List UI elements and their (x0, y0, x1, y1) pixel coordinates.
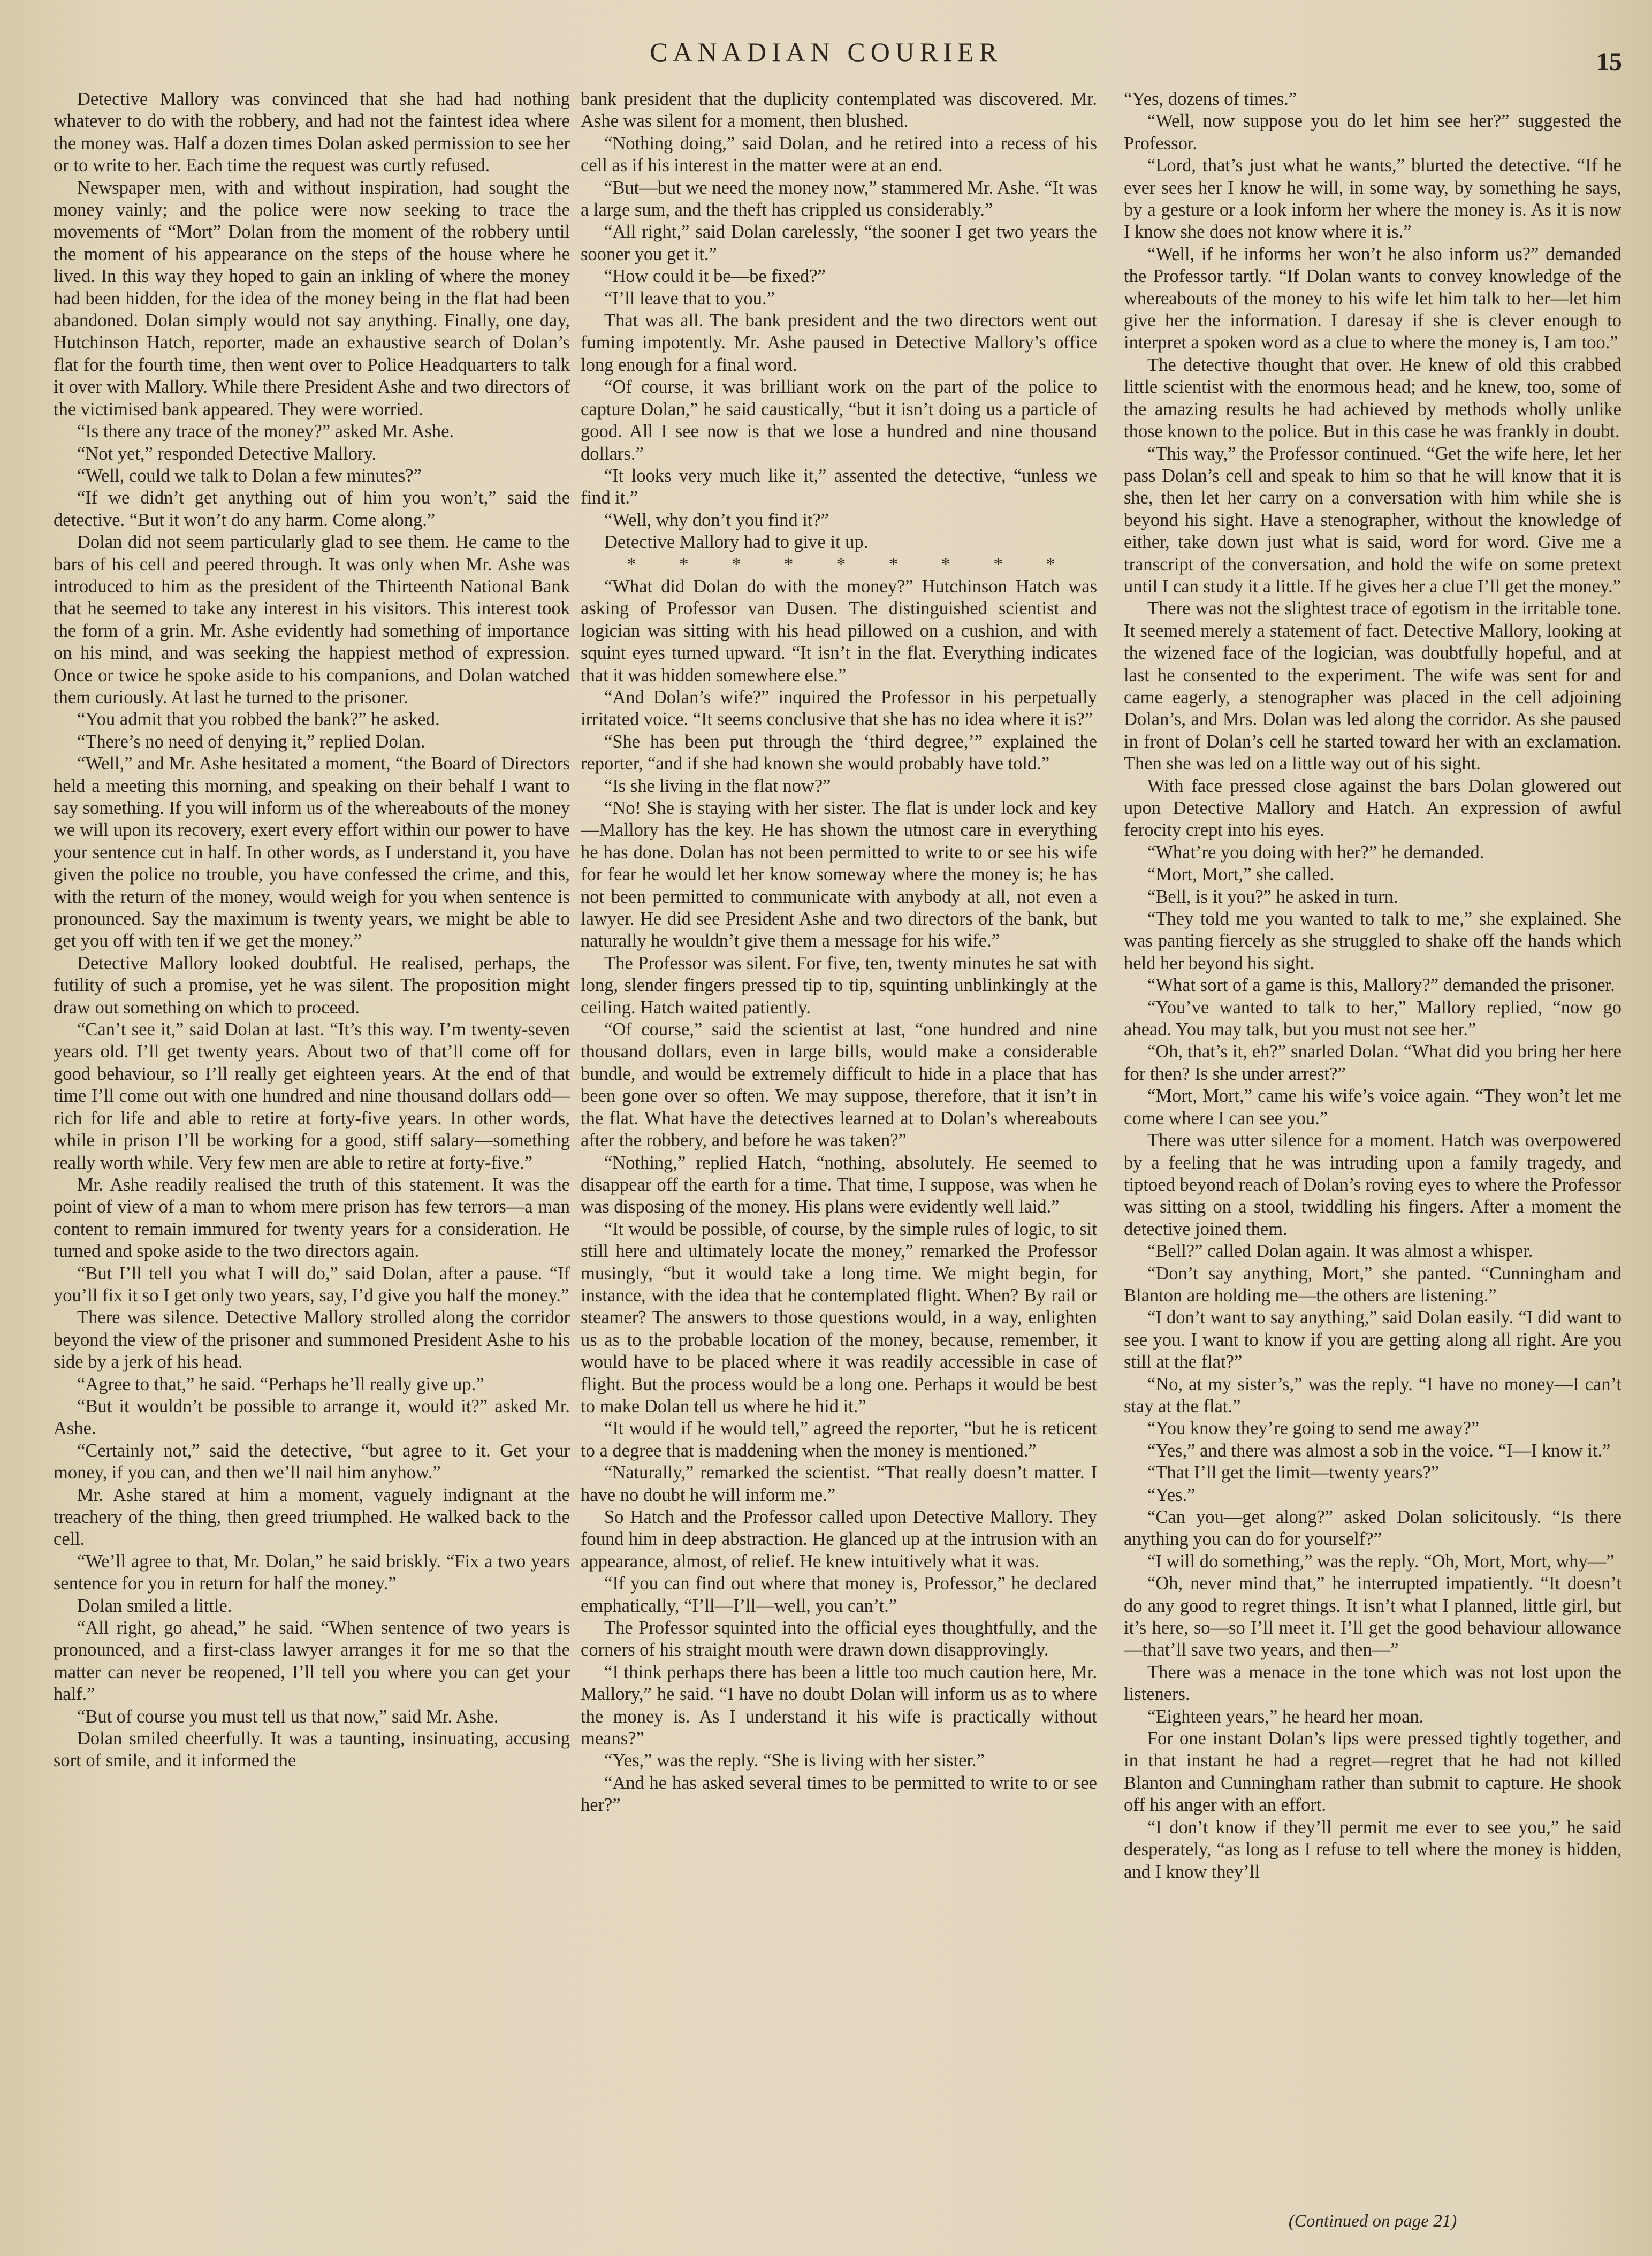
paragraph: “Of course, it was brilliant work on the part of the police to capture Dolan,” he said caustically, “but it isn’t doing us a particle of good. All I see now is that we lose a hundred and nine thousand dollars.” (581, 377, 1097, 464)
paragraph: “If we didn’t get anything out of him you won’t,” said the detective. “But it won’t do any harm. Come along.” (54, 487, 570, 530)
paragraph: “But of course you must tell us that now,” said Mr. Ashe. (77, 1706, 499, 1727)
paragraph: “It would be possible, of course, by the simple rules of logic, to sit still here and ultimately locate the money,” remarked the Professor musingly, “but it would take a long time. We might begin, for instance, with the idea that he contemplated flight. When? By rail or steamer? The answers to those questions would, in a way, enlighten us as to the probable location of the money, because, remember, it would have to be placed where it was readily accessible in case of flight. But the process would be a long one. Perhaps it would be best to make Dolan tell us where he hid it.” (581, 1218, 1097, 1416)
paragraph: Detective Mallory was convinced that she had had nothing whatever to do with the robbery, and had not the faintest idea where the money was. Half a dozen times Dolan asked permission to see her or to write to her. Each time the request was curtly refused. (54, 89, 570, 176)
text-column-1 (54, 88, 570, 2207)
text-column-3 (1124, 88, 1621, 2207)
paragraph: “I think perhaps there has been a little too much caution here, Mr. Mallory,” he said. “I have no doubt Dolan will inform us as to where the money is. As I understand it his wife is practically without means?” (581, 1661, 1097, 1749)
paragraph: “What’re you doing with her?” he demanded. (1147, 842, 1484, 863)
paragraph: Detective Mallory looked doubtful. He realised, perhaps, the futility of such a promise, yet he was silent. The proposition might draw out something on which to proceed. (54, 952, 570, 1018)
paragraph: “And Dolan’s wife?” inquired the Professor in his perpetually irritated voice. “It seems conclusive that she has no idea where it is?” (581, 687, 1097, 730)
paragraph: “Well, could we talk to Dolan a few minutes?” (77, 465, 422, 486)
paragraph: For one instant Dolan’s lips were pressed tightly together, and in that instant he had a regret—regret that he had not killed Blanton and Cunningham rather than submit to capture. He shook off his anger with an effort. (1124, 1728, 1621, 1816)
paragraph: Detective Mallory had to give it up. (604, 532, 869, 553)
paragraph: Dolan smiled cheerfully. It was a taunting, insinuating, accusing sort of smile, and it informed the (54, 1728, 570, 1771)
paragraph: Dolan did not seem particularly glad to see them. He came to the bars of his cell and peered through. It was only when Mr. Ashe was introduced to him as the president of the Thirteenth National Bank that he seemed to take any interest in his visitors. This interest took the form of a grin. Mr. Ashe evidently had something of importance on his mind, and was seeking the happiest method of expression. Once or twice he spoke aside to his companions, and Dolan watched them curiously. At last he turned to the prisoner. (54, 532, 570, 707)
paragraph: “Nothing doing,” said Dolan, and he retired into a recess of his cell as if his interest in the matter were at an end. (581, 133, 1097, 176)
page-number: 15 (1596, 48, 1622, 76)
paragraph: “But—but we need the money now,” stammered Mr. Ashe. “It was a large sum, and the theft has crippled us considerably.” (581, 177, 1097, 220)
paragraph: “Of course,” said the scientist at last, “one hundred and nine thousand dollars, even in large bills, would make a considerable bundle, and would be extremely difficult to hide in a place that has been gone over so often. We may suppose, therefore, that it isn’t in the flat. What have the detectives learned at to Dolan’s whereabouts after the robbery, and before he was taken?” (581, 1019, 1097, 1151)
paragraph: “I don’t know if they’ll permit me ever to see you,” he said desperately, “as long as I refuse to tell where the money is hidden, and I know they’ll (1124, 1817, 1621, 1882)
paragraph: “Bell, is it you?” he asked in turn. (1147, 886, 1398, 907)
paragraph: “You know they’re going to send me away?” (1147, 1418, 1480, 1439)
paragraph: “They told me you wanted to talk to me,” she explained. She was panting fiercely as she struggled to shake off the hands which held her beyond his sight. (1124, 909, 1621, 973)
paragraph: Mr. Ashe readily realised the truth of this statement. It was the point of view of a man to whom mere prison has few terrors—a man content to remain immured for twenty years for a consideration. He turned and spoke aside to the two directors again. (54, 1174, 570, 1262)
paragraph: “We’ll agree to that, Mr. Dolan,” he said briskly. “Fix a two years sentence for you in return for half the money.” (54, 1551, 570, 1594)
text-column-2 (581, 88, 1097, 2207)
paragraph: “What sort of a game is this, Mallory?” demanded the prisoner. (1147, 975, 1615, 996)
paragraph: “Is she living in the flat now?” (604, 775, 831, 796)
paragraph: “If you can find out where that money is, Professor,” he declared emphatically, “I’ll—I’ll—well, you can’t.” (581, 1573, 1097, 1616)
paragraph: “There’s no need of denying it,” replied Dolan. (77, 731, 425, 752)
paragraph: “Oh, never mind that,” he interrupted impatiently. “It doesn’t do any good to regret things. It isn’t what I planned, little girl, but it’s here, so—so I’ll meet it. I’ll get the good behaviour allowance—that’ll save two years, and then—” (1124, 1573, 1621, 1660)
paragraph: “It looks very much like it,” assented the detective, “unless we find it.” (581, 465, 1097, 508)
paragraph: “She has been put through the ‘third degree,’” explained the reporter, “and if she had known she would probably have told.” (581, 731, 1097, 774)
paragraph: “I’ll leave that to you.” (604, 288, 775, 309)
paragraph: “I will do something,” was the reply. “Oh, Mort, Mort, why—” (1147, 1551, 1615, 1572)
paragraph: “You admit that you robbed the bank?” he asked. (77, 709, 440, 730)
paragraph: Newspaper men, with and without inspiration, had sought the money vainly; and the police were now seeking to trace the movements of “Mort” Dolan from the moment of the robbery until the moment of his appearance on the steps of the house where he lived. In this way they hoped to gain an inkling of where the money had been hidden, for the idea of the money being in the flat had been abandoned. Dolan simply would not say anything. Finally, one day, Hutchinson Hatch, reporter, made an exhaustive search of Dolan’s flat for the fourth time, then went over to Police Headquarters to talk it over with Mallory. While there President Ashe and two directors of the victimised bank appeared. They were worried. (54, 177, 570, 420)
paragraph: So Hatch and the Professor called upon Detective Mallory. They found him in deep abstraction. He glanced up at the intrusion with an appearance, almost, of relief. He knew intuitively what it was. (581, 1507, 1097, 1572)
paragraph: “Eighteen years,” he heard her moan. (1147, 1706, 1424, 1727)
paragraph: There was a menace in the tone which was not lost upon the listeners. (1124, 1661, 1621, 1705)
paragraph: Dolan smiled a little. (77, 1595, 232, 1616)
paragraph: “Yes, dozens of times.” (1124, 89, 1297, 109)
paragraph: “Well, if he informs her won’t he also inform us?” demanded the Professor tartly. “If Dolan wants to convey knowledge of the whereabouts of the money to his wife let him talk to her—let him give her the information. I daresay if she is clever enough to interpret a spoken word as a clue to where the money is, I am too.” (1124, 243, 1621, 353)
paragraph: “No! She is staying with her sister. The flat is under lock and key—Mallory has the key. He has shown the utmost care in everything he has done. Dolan has not been permitted to write to or see his wife for fear he would let her know someway where the money is; he has not been permitted to communicate with anybody at all, not even a lawyer. He did see President Ashe and two directors of the bank, but naturally he wouldn’t give them a message for his wife.” (581, 798, 1097, 951)
paragraph: “Not yet,” responded Detective Mallory. (77, 443, 377, 464)
paragraph: “All right, go ahead,” he said. “When sentence of two years is pronounced, and a first-class lawyer arranges it for me so that the matter can never be reopened, I’ll tell you where you can get your half.” (54, 1618, 570, 1705)
paragraph: “Well, now suppose you do let him see her?” suggested the Professor. (1124, 111, 1621, 154)
paragraph: There was not the slightest trace of egotism in the irritable tone. It seemed merely a statement of fact. Detective Mallory, looking at the wizened face of the logician, was doubtfully hopeful, and at last he consented to the experiment. The wife was sent for and came eagerly, a stenographer was placed in the cell adjoining Dolan’s, and Mrs. Dolan was led along the corridor. As she paused in front of Dolan’s cell he started toward her with an exclamation. Then she was led on a little way out of his sight. (1124, 598, 1621, 774)
paragraph: “Bell?” called Dolan again. It was almost a whisper. (1147, 1241, 1533, 1262)
paragraph: “Nothing,” replied Hatch, “nothing, absolutely. He seemed to disappear off the earth for a time. That time, I suppose, was when he was disposing of the money. His plans were evidently well laid.” (581, 1152, 1097, 1217)
section-break: * * * * * * * * * (627, 554, 1075, 575)
paragraph: “Mort, Mort,” came his wife’s voice again. “They won’t let me come where I can see you.” (1124, 1086, 1621, 1129)
paragraph: “Can you—get along?” asked Dolan solicitously. “Is there anything you can do for yourself?” (1124, 1507, 1621, 1550)
paragraph: “I don’t want to say anything,” said Dolan easily. “I did want to see you. I want to know if you are getting along all right. Are you still at the flat?” (1124, 1307, 1621, 1373)
paragraph: There was silence. Detective Mallory strolled along the corridor beyond the view of the prisoner and summoned President Ashe to his side by a jerk of his head. (54, 1307, 570, 1373)
paragraph: “Agree to that,” he said. “Perhaps he’ll really give up.” (77, 1374, 484, 1394)
paragraph: “Can’t see it,” said Dolan at last. “It’s this way. I’m twenty-seven years old. I’ll get twenty years. About two of that’ll come off for good behaviour, so I’ll really get eighteen years. At the end of that time I’ll come out with one hundred and nine thousand dollars odd—rich for life and able to retire at forty-five years. In other words, while in prison I’ll be working for a good, stiff salary—something really worth while. Very few men are able to retire at forty-five.” (54, 1019, 570, 1173)
paragraph: “Yes,” was the reply. “She is living with her sister.” (604, 1750, 985, 1771)
paragraph: “Don’t say anything, Mort,” she panted. “Cunningham and Blanton are holding me—the others are listening.” (1124, 1263, 1621, 1306)
paragraph: “Well, why don’t you find it?” (604, 509, 829, 530)
paragraph: “Naturally,” remarked the scientist. “That really doesn’t matter. I have no doubt he will inform me.” (581, 1462, 1097, 1505)
paragraph: “Yes.” (1147, 1484, 1196, 1505)
paragraph: bank president that the duplicity contemplated was discovered. Mr. Ashe was silent for a moment, then blushed. (581, 89, 1097, 132)
paragraph: Mr. Ashe stared at him a moment, vaguely indignant at the treachery of the thing, then greed triumphed. He walked back to the cell. (54, 1484, 570, 1550)
paragraph: “But I’ll tell you what I will do,” said Dolan, after a pause. “If you’ll fix it so I get only two years, say, I’d give you half the money.” (54, 1263, 570, 1306)
paragraph: With face pressed close against the bars Dolan glowered out upon Detective Mallory and Hatch. An expression of awful ferocity crept into his eyes. (1124, 775, 1621, 841)
paragraph: “No, at my sister’s,” was the reply. “I have no money—I can’t stay at the flat.” (1124, 1374, 1621, 1416)
paragraph: “This way,” the Professor continued. “Get the wife here, let her pass Dolan’s cell and speak to him so that he will know that it is she, then let her carry on a conversation with him while she is beyond his sight. Have a stenographer, without the knowledge of either, take down just what is said, word for word. Give me a transcript of the conversation, and hold the wife on some pretext until I can study it a little. If he gives her a clue I’ll get the money.” (1124, 443, 1621, 597)
paragraph: “But it wouldn’t be possible to arrange it, would it?” asked Mr. Ashe. (54, 1396, 570, 1439)
paragraph: “You’ve wanted to talk to her,” Mallory replied, “now go ahead. You may talk, but you must not see her.” (1124, 997, 1621, 1040)
paragraph: “That I’ll get the limit—twenty years?” (1147, 1462, 1440, 1483)
paragraph: “How could it be—be fixed?” (604, 266, 826, 287)
paragraph: “All right,” said Dolan carelessly, “the sooner I get two years the sooner you get it.” (581, 222, 1097, 264)
paragraph: “Well,” and Mr. Ashe hesitated a moment, “the Board of Directors held a meeting this morning, and speaking on their behalf I want to say something. If you will inform us of the whereabouts of the money we will upon its recovery, exert every effort within our power to have your sentence cut in half. In other words, as I understand it, you have given the police no trouble, you have confessed the crime, and this, with the return of the money, would weigh for you when sentence is pronounced. Say the maximum is twenty years, we might be able to get you off with ten if we get the money.” (54, 753, 570, 951)
paragraph: The detective thought that over. He knew of old this crabbed little scientist with the enormous head; and he knew, too, some of the amazing results he had achieved by methods wholly unlike those known to the police. But in this case he was frankly in doubt. (1124, 354, 1621, 442)
paragraph: “Yes,” and there was almost a sob in the voice. “I—I know it.” (1147, 1440, 1611, 1461)
paragraph: “Is there any trace of the money?” asked Mr. Ashe. (77, 421, 454, 442)
paragraph: “Lord, that’s just what he wants,” blurted the detective. “If he ever sees her I know he will, in some way, by something he says, by a gesture or a look inform her where the money is. As it is now I know she does not know where it is.” (1124, 155, 1621, 242)
paragraph: “It would if he would tell,” agreed the reporter, “but he is reticent to a degree that is maddening when the money is mentioned.” (581, 1418, 1097, 1461)
paragraph: “Certainly not,” said the detective, “but agree to it. Get your money, if you can, and then we’ll nail him anyhow.” (54, 1440, 570, 1483)
paragraph: There was utter silence for a moment. Hatch was overpowered by a feeling that he was intruding upon a family tragedy, and tiptoed beyond reach of Dolan’s roving eyes to where the Professor was sitting on a stool, twiddling his fingers. After a moment the detective joined them. (1124, 1130, 1621, 1239)
paragraph: “What did Dolan do with the money?” Hutchinson Hatch was asking of Professor van Dusen. The distinguished scientist and logician was sitting with his head pillowed on a cushion, and with squint eyes turned upward. “It isn’t in the flat. Everything indicates that it was hidden somewhere else.” (581, 576, 1097, 685)
paragraph: The Professor squinted into the official eyes thoughtfully, and the corners of his straight mouth were drawn down disapprovingly. (581, 1618, 1097, 1660)
paragraph: “Oh, that’s it, eh?” snarled Dolan. “What did you bring her here for then? Is she under arrest?” (1124, 1041, 1621, 1084)
continued-note: (Continued on page 21) (1288, 2212, 1457, 2231)
paragraph: “Mort, Mort,” she called. (1147, 864, 1334, 885)
masthead-title: CANADIAN COURIER (650, 37, 1002, 67)
paragraph: “And he has asked several times to be permitted to write to or see her?” (581, 1772, 1097, 1816)
paragraph: That was all. The bank president and the two directors went out fuming impotently. Mr. Ashe paused in Detective Mallory’s office long enough for a final word. (581, 310, 1097, 375)
paragraph: The Professor was silent. For five, ten, twenty minutes he sat with long, slender fingers pressed tip to tip, squinting unblinkingly at the ceiling. Hatch waited patiently. (581, 952, 1097, 1018)
